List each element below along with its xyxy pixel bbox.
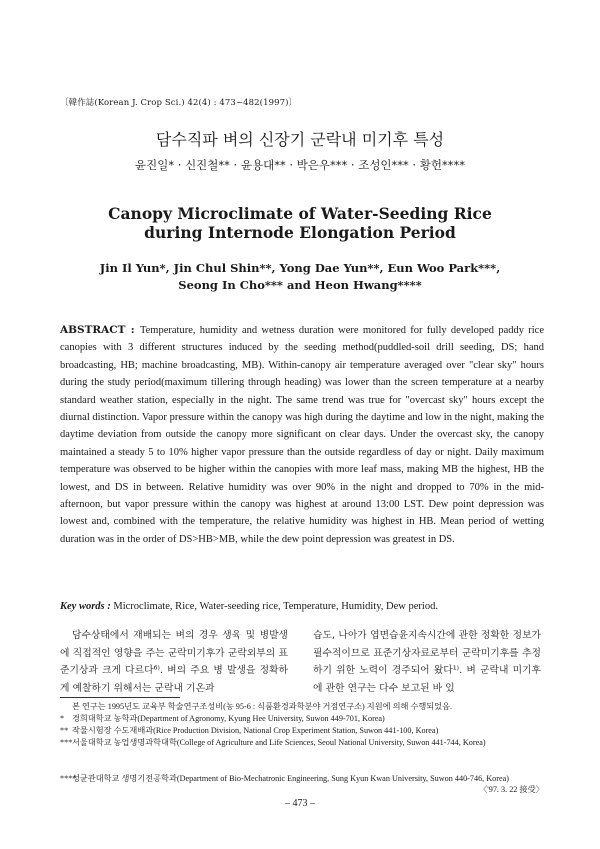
footnote-affiliation-3: ***서울대학교 농업생명과학대학(College of Agriculture and Life Sciences, Seoul National University, Suwon 441-744, Korea) <box>60 738 486 747</box>
english-authors <box>0 260 600 294</box>
english-title-line-1: Canopy Microclimate of Water-Seeding Rice <box>108 204 492 223</box>
keywords-text: Microclimate, Rice, Water-seeding rice, Temperature, Humidity, Dew period. <box>113 601 438 612</box>
page-number: – 473 – <box>285 798 315 809</box>
journal-reference: 〔韓作誌(Korean J. Crop Sci.) 42(4) : 473~482(1997)〕 <box>60 98 298 108</box>
footnote-affiliation-1: * 경희대학교 농학과(Department of Agronomy, Kyung Hee University, Suwon 449-701, Korea) <box>60 714 385 723</box>
english-title-line-2: during Internode Elongation Period <box>144 223 456 242</box>
abstract <box>60 322 544 548</box>
footnote-affiliation-2: ** 작물시험장 수도재배과(Rice Production Division, National Crop Experiment Station, Suwon 441-100, Korea) <box>60 726 439 735</box>
english-title <box>0 204 600 242</box>
abstract-text: Temperature, humidity and wetness duration were monitored for fully developed paddy rice canopies with 3 different structures induced by the seeding method(puddled-soil drill seeding, DS; hand broadcasting, HB; machine broadcasting, MB). Within-canopy air temperature averaged over "clear sky" hours during the study period(maximum tillering through heading) was lower than the screen temperature at a nearby standard weather station, especially in the night. The same trend was true for "overcast sky" hours except the diurnal distinction. Vapor pressure within the canopy was high during the daytime and low in the night, making the daytime deviation from outside the canopy more significant on clear days. Under the overcast sky, the canopy maintained a steady 5 to 10% higher vapor pressure than the outside regardless of day or night. Daily maximum temperature was observed to be higher within the canopies with more leaf mass, making MB the highest, HB the lowest, and DS in between. Relative humidity was over 90% in the night and dropped to 70% in the mid-afternoon, but vapor pressure within the canopy was highest at around 13:00 LST. Dew point depression was lowest and, combined with the temperature, the relative humidity was highest in HB. Mean period of wetting duration was in the order of DS>HB>MB, while the dew point depression was greatest in DS. <box>60 325 544 545</box>
footnote-divider <box>60 697 180 698</box>
abstract-label: ABSTRACT : <box>60 324 140 336</box>
korean-authors: 윤진일* · 신진철** · 윤용대** · 박은우*** · 조성인*** · 황헌**** <box>135 158 465 172</box>
body-column-right: 습도, 나아가 엽면습윤지속시간에 관한 정확한 정보가 필수적이므로 표준기상자료로부터 군락미기후를 추정하기 위한 노력이 경주되어 왔다¹⁾. 벼 군락내 미기후에 관한 연구는 다수 보고된 바 있 <box>313 630 541 694</box>
keywords-label: Key words : <box>60 601 114 612</box>
footnote-funding: 본 연구는 1995년도 교육부 학술연구조성비(농 95-6 : 식품환경과학분야 거점연구소) 지원에 의해 수행되었음. <box>72 702 453 711</box>
footnote-affiliation-4: ****성균관대학교 생명기전공학과(Department of Bio-Mechatronic Engineering, Sung Kyun Kwan University, Suwon 440-746, Korea) <box>60 774 509 783</box>
body-column-left: 담수상태에서 재배되는 벼의 경우 생육 및 병발생에 직접적인 영향을 주는 군락미기후가 군락외부의 표준기상과 크게 다르다⁶⁾. 벼의 주요 병 발생을 정확하게 예찰하기 위해서는 군락내 기온과 <box>60 630 288 694</box>
english-authors-line-1: Jin Il Yun*, Jin Chul Shin**, Yong Dae Yun**, Eun Woo Park***, <box>99 261 501 275</box>
english-authors-line-2: Seong In Cho*** and Heon Hwang**** <box>178 278 422 292</box>
received-date: 〈'97. 3. 22 接受〉 <box>479 785 544 794</box>
korean-title: 담수직파 벼의 신장기 군락내 미기후 특성 <box>155 130 445 149</box>
keywords <box>60 601 544 612</box>
